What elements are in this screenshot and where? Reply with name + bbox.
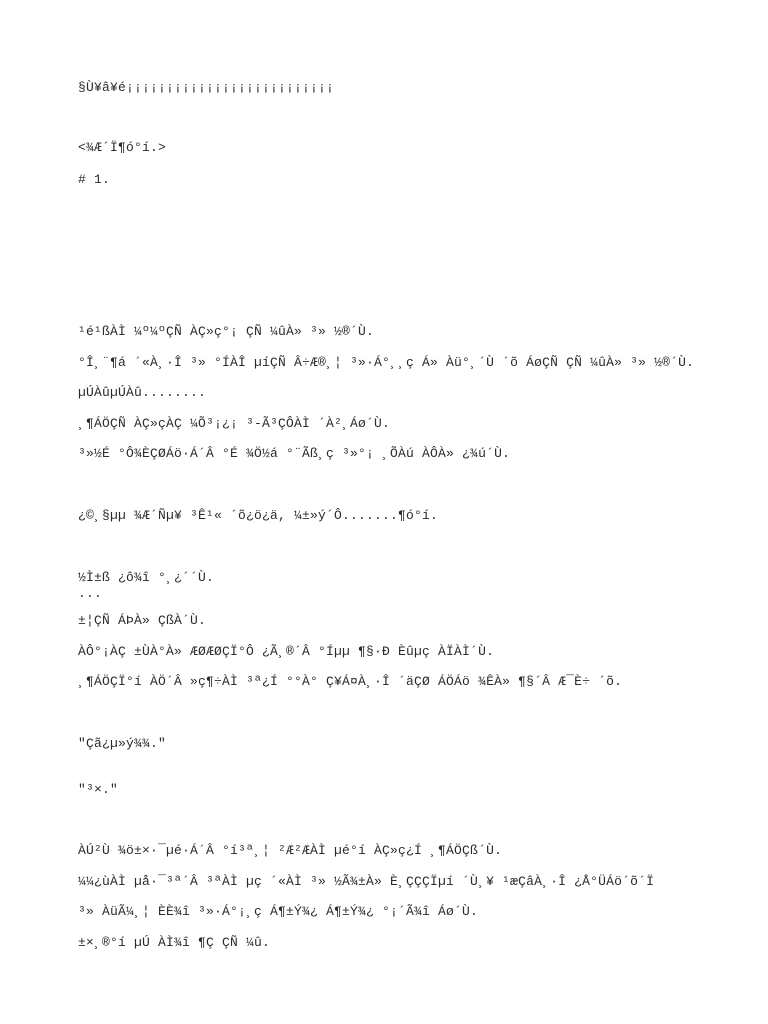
section-number: # 1. — [78, 172, 111, 187]
document-header: §Ù¥â¥é¡¡¡¡¡¡¡¡¡¡¡¡¡¡¡¡¡¡¡¡¡¡¡¡¡¡ — [78, 80, 335, 95]
paragraph-line: ¸¶ÁÖÇÑ ÀÇ»çÀÇ ¼Õ³¡¿¡ ³-Ã³ÇÔÀÌ ´À²¸Áø´Ù. — [78, 416, 391, 431]
paragraph-line: ÀÚ²Ù ¾ö±×·¯µé·Á´Â °í³ª¸¦ ²Æ²ÆÀÌ µé°í ÀÇ»ç¿Í ¸¶ÁÖÇß´Ù. — [78, 843, 503, 858]
paragraph-line: ±×¸®°í µÚ ÀÌ¾î ¶Ç ÇÑ ¼û. — [78, 935, 271, 950]
dialogue-line: "Çã¿µ»ý¾¾." — [78, 736, 167, 751]
paragraph-line: ¿©¸§µµ ¾Æ´Ñµ¥ ³Ê¹« ´õ¿ö¿ä, ¼±»ý´Ô.......¶ó°í. — [78, 508, 439, 523]
paragraph-line: ½Ì±ß ¿ô¾î °¸¿´´Ù. — [78, 570, 215, 585]
document-subtitle: <¾Æ´Ï¶ó°í.> — [78, 140, 167, 155]
paragraph-line: ¹é¹ßÀÌ ¼º¼ºÇÑ ÀÇ»ç°¡ ÇÑ ¼ûÀ» ³» ½®´Ù. — [78, 324, 375, 339]
paragraph-line: ³»½É °Ô¾ÈÇØÁö·Á´Â °É ¾Ö½á °¨Ãß¸ç ³»°¡ ¸ÕÀú ÀÔÀ» ¿¾ú´Ù. — [78, 446, 511, 461]
paragraph-line: ±¦ÇÑ ÁÞÀ» ÇßÀ´Ù. — [78, 613, 207, 628]
paragraph-line: °Î¸¨¶á ´«À¸·Î ³» °ÍÀÎ µíÇÑ Â÷Æ®¸¦ ³»·Á°¸¸ç Á» Àü°¸´Ù ´õ ÁøÇÑ ÇÑ ¼ûÀ» ³» ½®´Ù. — [78, 355, 695, 370]
paragraph-line: ³» ÀüÃ¼¸¦ ÈÈ¾î ³»·Á°¡¸ç Á¶±Ý¾¿ Á¶±Ý¾¿ °¡´Ã¾î Áø´Ù. — [78, 904, 479, 919]
dialogue-line: "³×." — [78, 782, 119, 797]
paragraph-line: ¼¼¿ùÀÌ µå·¯³ª´Â ³ªÀÌ µç ´«ÀÌ ³» ½Ã¾±À» È¸ÇÇÇÏµí ´Ù¸¥ ¹æÇâÀ¸·Î ¿Å°ÜÁö´õ´Ï — [78, 874, 655, 889]
paragraph-line: ¸¶ÁÖÇÏ°í ÀÖ´Â »ç¶÷ÀÌ ³ª¿Í °°À° Ç¥Á¤À¸·Î ´äÇØ ÁÖÁö ¾ÊÀ» ¶§´Â Æ¯È÷ ´õ. — [78, 674, 623, 689]
paragraph-line: µÚÀûµÚÀû........ — [78, 385, 207, 400]
paragraph-line: ÀÔ°¡ÀÇ ±ÙÀ°À» ÆØÆØÇÏ°Ô ¿Ã¸®´Â °Íµµ ¶§·Ð Èûµç ÀÏÀÌ´Ù. — [78, 644, 495, 659]
paragraph-line: ... — [78, 586, 103, 601]
